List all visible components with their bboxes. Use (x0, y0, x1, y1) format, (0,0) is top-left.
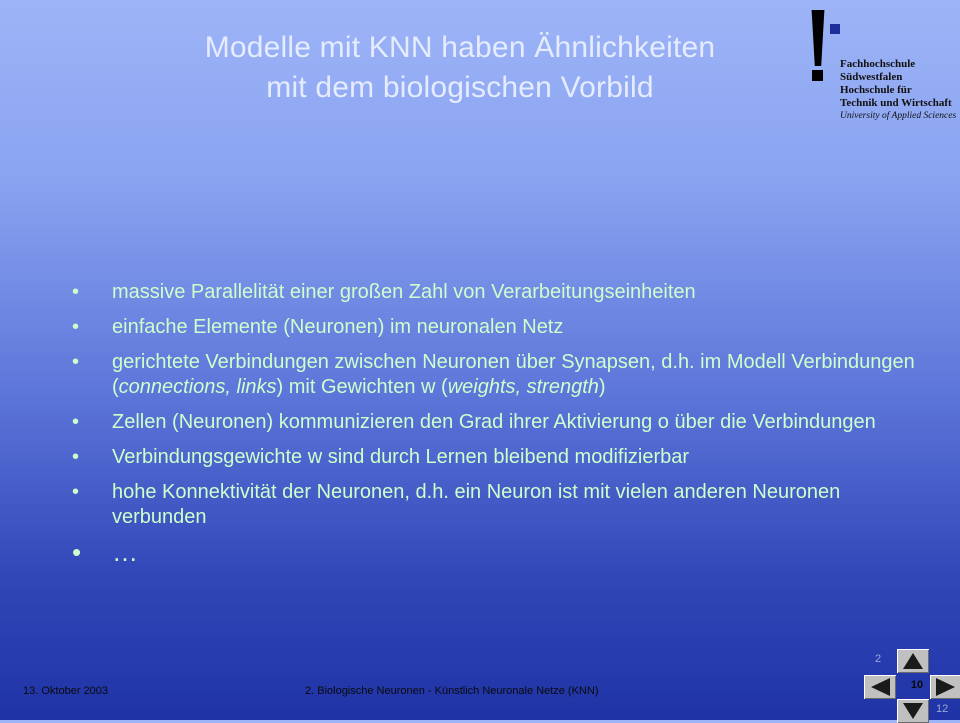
bullet-dot: • (72, 481, 80, 503)
nav-current-page: 10 (910, 679, 924, 691)
footer-title: 2. Biologische Neuronen - Künstlich Neuronale Netze (KNN) (305, 685, 599, 697)
bullet-dot: • (72, 281, 80, 303)
nav-page-down-number: 12 (936, 703, 949, 715)
triangle-right-icon (930, 675, 960, 699)
slide-title-line2: mit dem biologischen Vorbild (266, 71, 654, 104)
footer-date: 13. Oktober 2003 (23, 685, 109, 697)
bullet-text: … (112, 537, 138, 567)
logo-line: Technik und Wirtschaft (840, 97, 952, 109)
nav-down-button[interactable] (897, 699, 929, 723)
bullet-text-italic: weights, strength (447, 376, 599, 398)
bullet-text: Zellen (Neuronen) kommunizieren den Grad ihrer Aktivierung o über die Verbindungen (112, 411, 876, 433)
bullet-text: Verbindungsgewichte w sind durch Lernen bleibend modifizierbar (112, 446, 690, 468)
logo-exclamation-dot (812, 70, 823, 81)
bullet-text: einfache Elemente (Neuronen) im neuronalen Netz (112, 316, 564, 338)
nav-previous-button[interactable] (864, 675, 896, 699)
logo-line: Fachhochschule (840, 58, 916, 70)
bullet-item (72, 537, 932, 567)
nav-next-button[interactable] (930, 675, 960, 699)
bullet-list (72, 280, 932, 575)
bullet-item (72, 410, 932, 435)
bullet-dot: • (72, 537, 82, 567)
bullet-text: gerichtete Verbindungen zwischen Neuronen über Synapsen, d.h. im Modell Verbindungen ( (112, 351, 915, 398)
nav-up-button[interactable] (897, 649, 929, 673)
bullet-item (72, 480, 932, 530)
university-logo (806, 10, 956, 125)
triangle-left-icon (864, 675, 896, 699)
bullet-text: ) mit Gewichten w ( (276, 376, 448, 398)
bullet-text: ) (598, 376, 606, 398)
logo-line: University of Applied Sciences (840, 111, 957, 121)
bullet-dot: • (72, 446, 80, 468)
bullet-dot: • (72, 351, 80, 373)
bullet-text: hohe Konnektivität der Neuronen, d.h. ein Neuron ist mit vielen anderen Neuronen verbunden (112, 481, 841, 528)
bullet-dot: • (72, 316, 80, 338)
bullet-text-italic: connections, links (118, 376, 277, 398)
logo-text (840, 58, 956, 123)
slide-title-line1: Modelle mit KNN haben Ähnlichkeiten (204, 31, 716, 64)
bullet-text: massive Parallelität einer großen Zahl von Verarbeitungseinheiten (112, 281, 696, 303)
slide-title (130, 28, 790, 108)
logo-line: Hochschule für (840, 84, 912, 96)
bullet-dot: • (72, 411, 80, 433)
triangle-down-icon (897, 699, 929, 723)
triangle-up-icon (897, 649, 929, 673)
nav-page-up-number: 2 (875, 653, 882, 665)
bullet-item (72, 445, 932, 470)
bullet-item (72, 280, 932, 305)
bullet-item (72, 350, 932, 400)
logo-exclamation-icon (810, 10, 826, 66)
logo-accent-square (830, 24, 840, 34)
logo-line: Südwestfalen (840, 71, 903, 83)
bullet-item (72, 315, 932, 340)
